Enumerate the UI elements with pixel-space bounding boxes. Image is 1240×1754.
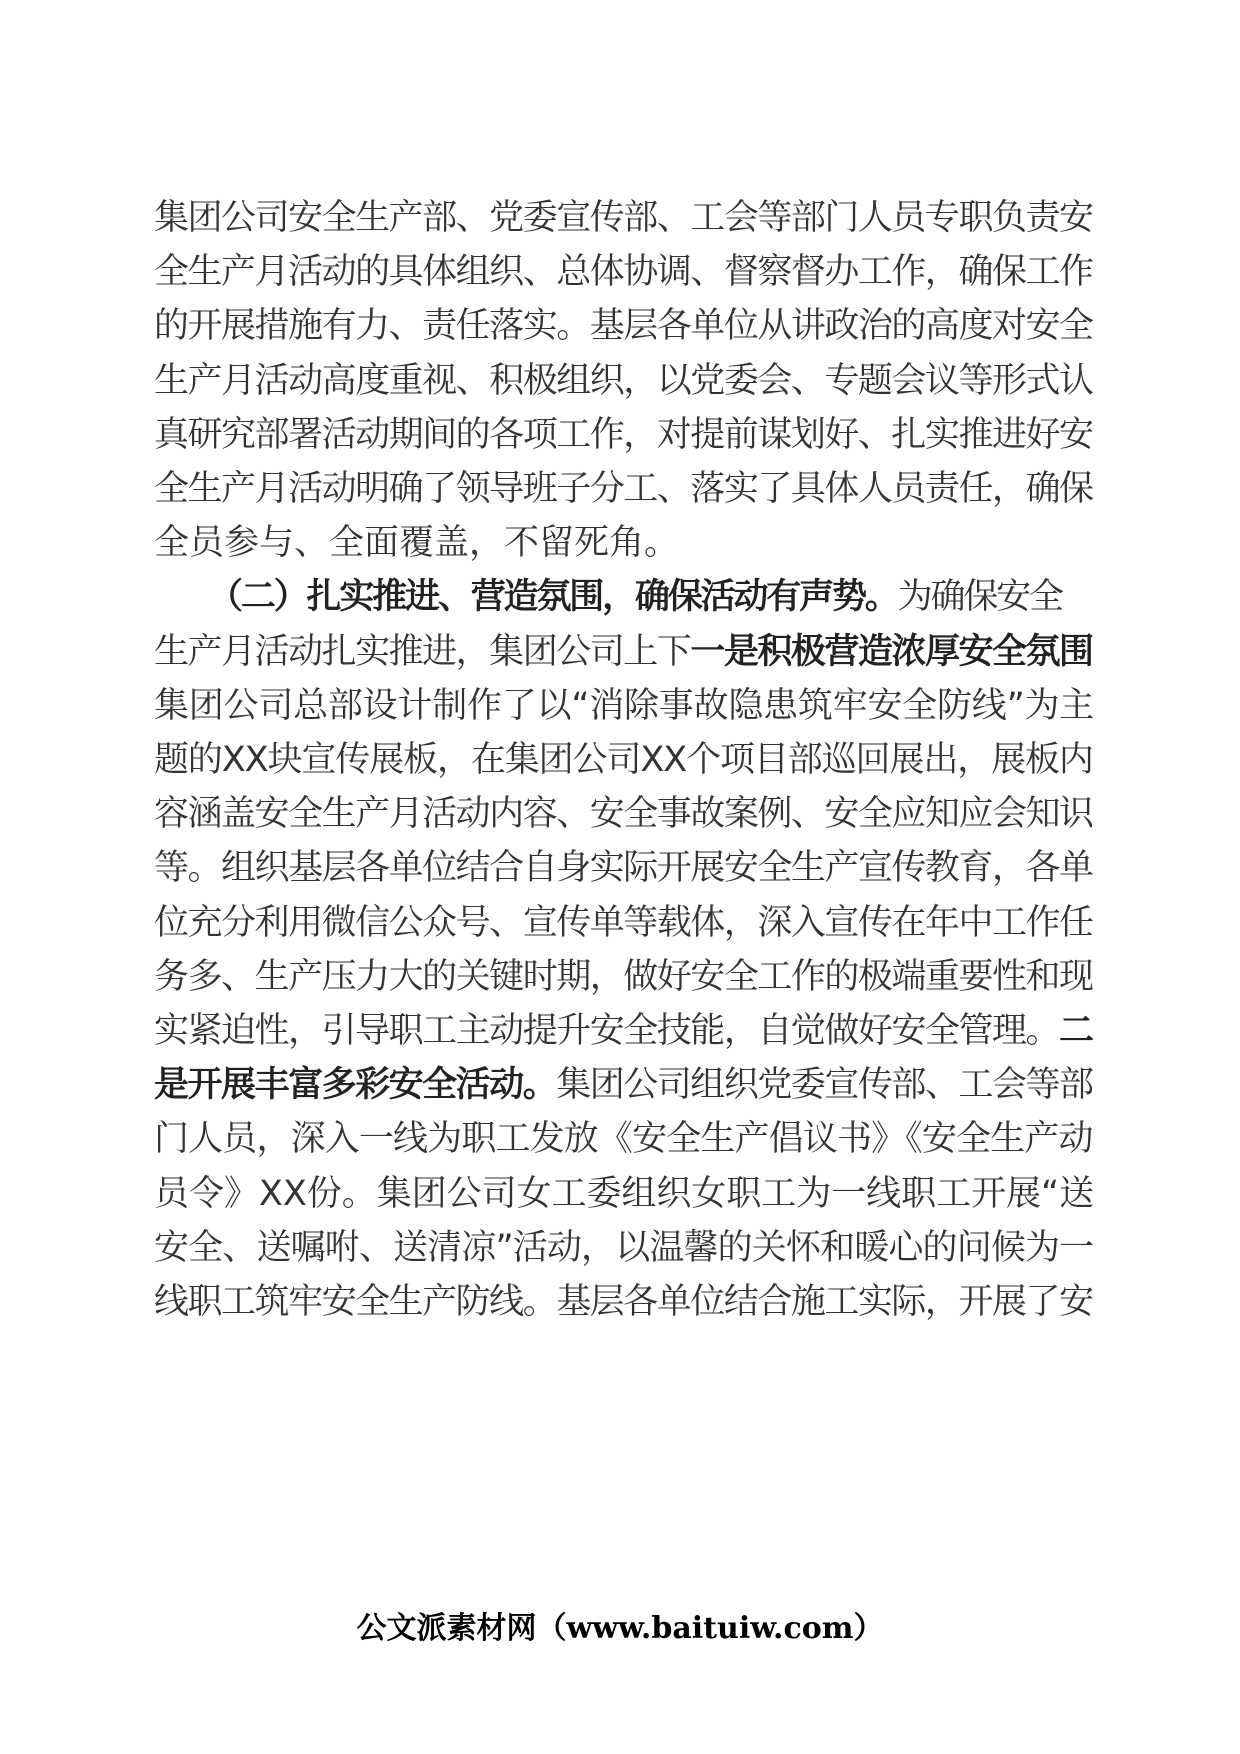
bold-phrase: （二）扎实推进、营造氛围，确保活动有声势。 [208,577,898,618]
text-line [154,1218,1094,1278]
text-segment: 的开展措施有力、责任落实。基层各单位从讲政治的高度对安全 [154,306,1093,347]
text-segment: 集团公司安全生产部、党委宣传部、工会等部门人员专职负责安 [154,198,1093,238]
text-segment: 题的XX块宣传展板，在集团公司XX个项目部巡回展出，展板内 [154,740,1093,780]
text-line [154,1001,1094,1061]
bold-phrase: 一是积极营造浓厚安全氛围 [690,631,1093,672]
text-line [154,1164,1094,1224]
text-segment: 等。组织基层各单位结合自身实际开展安全生产宣传教育，各单 [154,848,1093,889]
footer-watermark: 公文派素材网（www.baituiw.com） [356,1611,884,1646]
text-segment: 线职工筑牢安全生产防线。基层各单位结合施工实际，开展了安 [154,1282,1093,1322]
text-line [154,405,1094,465]
text-segment: 实紧迫性，引导职工主动提升安全技能，自觉做好安全管理。 [154,1011,1060,1051]
text-line [154,1109,1094,1169]
text-line [154,188,1094,248]
text-segment: 生产月活动扎实推进，集团公司上下 [154,631,691,672]
text-segment: 务多、生产压力大的关键时期，做好安全工作的极端重要性和现 [154,956,1093,997]
text-segment: 为确保安全 [897,577,1062,618]
text-line [154,351,1094,411]
text-segment: 集团公司总部设计制作了以“消除事故隐患筑牢安全防线”为主 [154,685,1095,726]
text-line [154,676,1094,736]
text-segment: 容涵盖安全生产月活动内容、安全事故案例、安全应知应会知识 [154,794,1093,835]
text-line [154,242,1094,302]
text-line [154,296,1094,356]
text-line [154,622,1094,682]
text-segment: 真研究部署活动期间的各项工作，对提前谋划好、扎实推进好安 [154,414,1093,455]
text-segment: 全生产月活动的具体组织、总体协调、督察督办工作，确保工作 [154,252,1093,293]
bold-phrase: 二 [1059,1011,1093,1051]
text-segment: 集团公司组织党委宣传部、工会等部 [556,1065,1093,1106]
text-line [154,893,1094,953]
text-line [154,1055,1094,1115]
text-line [154,730,1094,790]
bold-phrase: 是开展丰富多彩安全活动。 [154,1065,557,1106]
text-segment: 员令》XX份。集团公司女工委组织女职工为一线职工开展“送 [154,1173,1095,1214]
text-line [154,947,1094,1007]
text-line [154,784,1094,844]
text-line [154,459,1094,519]
text-segment: 位充分利用微信公众号、宣传单等载体，深入宣传在年中工作任 [154,902,1093,943]
text-line [154,567,1148,627]
text-line [154,513,1094,573]
text-segment: 门人员，深入一线为职工发放《安全生产倡议书》《安全生产动 [154,1119,1093,1160]
text-line [154,1272,1094,1332]
text-segment: 生产月活动高度重视、积极组织，以党委会、专题会议等形式认 [154,360,1093,401]
text-segment: 全生产月活动明确了领导班子分工、落实了具体人员责任，确保 [154,469,1093,509]
text-segment: 安全、送嘱咐、送清凉”活动，以温馨的关怀和暖心的问候为一 [154,1227,1094,1268]
text-segment: 全员参与、全面覆盖，不留死角。 [154,523,680,564]
text-line [154,838,1094,898]
